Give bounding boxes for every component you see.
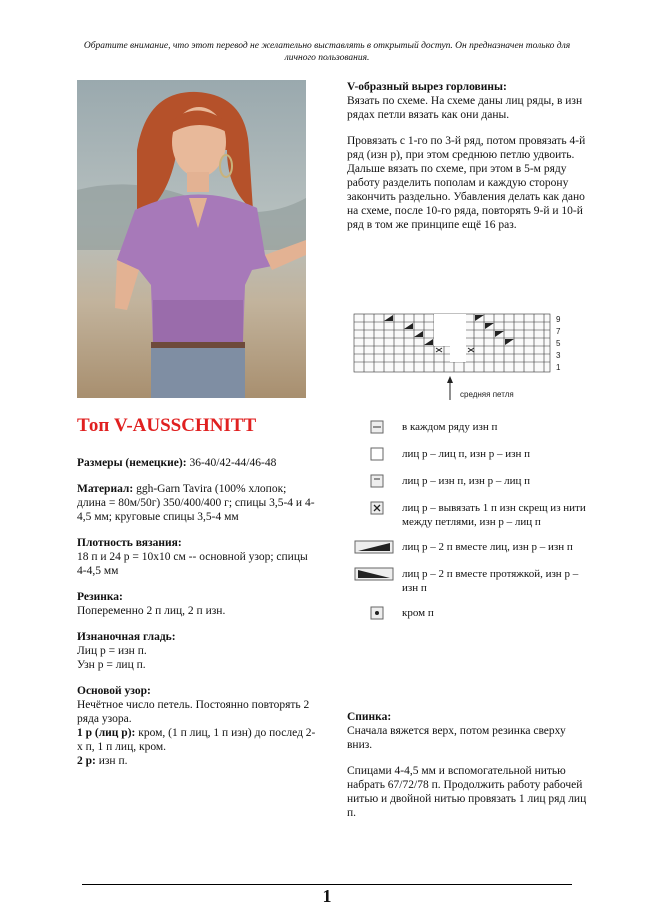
legend-item xyxy=(370,606,590,622)
row1-label: 1 р (лиц р): xyxy=(77,727,136,739)
neckline-label: V-образный вырез горловины: xyxy=(347,81,507,93)
main-pattern-paragraph xyxy=(77,684,317,768)
left-decrease-icon xyxy=(354,567,394,581)
rib-value: Попеременно 2 п лиц, 2 п изн. xyxy=(77,605,226,617)
legend-text: в каждом ряду изн п xyxy=(402,421,498,433)
row2-label: 2 р: xyxy=(77,755,96,767)
row1-value: кром, (1 п лиц, 1 п изн) до послед 2-х п, 1 п лиц, кром. xyxy=(77,727,316,753)
right-decrease-icon xyxy=(354,540,394,554)
sizes-label: Размеры (немецкие): xyxy=(77,457,187,469)
empty-square-icon xyxy=(370,447,384,461)
chart-caption: средняя петля xyxy=(460,390,514,399)
legend-item xyxy=(370,567,590,595)
cross-icon xyxy=(370,501,384,515)
model-photo xyxy=(77,80,306,398)
purl-paragraph xyxy=(77,630,317,672)
rib-paragraph xyxy=(77,590,317,618)
neckline-text-2: Провязать с 1-го по 3-й ряд, потом провязать 4-й ряд (изн р), при этом среднюю петлю удвоить. Дальше вязать по схеме, при этом в 5-м ряду работу разделить пополам и каждую сторону закончить раздельно. Убавления делать как дано на схеме, после 10-го ряда, повторять 9-й и 10-й ряд в том же принципе ещё 16 раз. xyxy=(347,135,586,231)
legend-item xyxy=(370,540,590,556)
back-paragraph xyxy=(347,710,587,752)
density-value: 18 п и 24 р = 10х10 см -- основной узор; спицы 4-4,5 мм xyxy=(77,551,308,577)
dash-square-icon xyxy=(370,474,384,488)
chart-row-3: 3 xyxy=(556,351,561,360)
main-pattern-value: Нечётное число петель. Постоянно повторять 2 ряда узора. xyxy=(77,699,310,725)
right-column xyxy=(347,80,587,244)
density-label: Плотность вязания: xyxy=(77,537,182,549)
neckline-paragraph xyxy=(347,80,587,122)
material-paragraph xyxy=(77,482,317,524)
page-number: 1 xyxy=(322,886,332,906)
legend-item xyxy=(370,447,590,463)
main-pattern-label: Основой узор: xyxy=(77,685,151,697)
left-column xyxy=(77,456,317,780)
sizes-value: 36-40/42-44/46-48 xyxy=(186,457,277,469)
chart-row-7: 7 xyxy=(556,327,561,336)
footer-rule xyxy=(82,884,572,885)
purl-label: Изнаночная гладь: xyxy=(77,631,176,643)
back-section xyxy=(347,710,587,832)
legend-item xyxy=(370,474,590,490)
legend-text: лиц р – 2 п вместе протяжкой, изн р – изн п xyxy=(402,568,579,594)
dot-icon xyxy=(370,606,384,620)
row2-value: изн п. xyxy=(95,755,128,767)
rib-label: Резинка: xyxy=(77,591,123,603)
dash-icon xyxy=(370,420,384,434)
pattern-title: Топ V-AUSSCHNITT xyxy=(77,415,257,436)
legend-text: лиц р – изн п, изн р – лиц п xyxy=(402,475,531,487)
sizes-paragraph xyxy=(77,456,317,470)
purl-line2: Узн р = лиц п. xyxy=(77,659,146,671)
legend-text: лиц р – лиц п, изн р – изн п xyxy=(402,448,531,460)
purl-line1: Лиц р = изн п. xyxy=(77,645,147,657)
chart-row-5: 5 xyxy=(556,339,561,348)
back-text-1: Сначала вяжется верх, потом резинка сверху вниз. xyxy=(347,725,566,751)
chart-row-9: 9 xyxy=(556,315,561,324)
back-text-2: Спицами 4-4,5 мм и вспомогательной нитью набрать 67/72/78 п. Продолжить работу рабочей нитью и двойной нитью провязать 1 лиц ряд лиц п. xyxy=(347,765,587,819)
legend-text: лиц р – вывязать 1 п изн скрещ из нити между петлями, изн р – лиц п xyxy=(402,502,586,528)
back-label: Спинка: xyxy=(347,711,392,723)
knitting-chart xyxy=(350,310,586,402)
chart-row-1: 1 xyxy=(556,363,561,372)
density-paragraph xyxy=(77,536,317,578)
arrow-up-icon xyxy=(447,376,453,400)
material-label: Материал: xyxy=(77,483,134,495)
material-value: ggh-Garn Tavira (100% хлопок; длина = 80м/50г) 350/400/400 г; спицы 3,5-4 и 4-4,5 мм; круговые спицы 3,5-4 мм xyxy=(77,483,315,523)
legend-item xyxy=(370,501,590,529)
legend-item xyxy=(370,420,590,436)
copyright-notice: Обратите внимание, что этот перевод не желательно выставлять в открытый доступ. Он предназначен только для личного пользования. xyxy=(83,41,571,63)
legend-text: кром п xyxy=(402,607,434,619)
legend-text: лиц р – 2 п вместе лиц, изн р – изн п xyxy=(402,541,573,553)
chart-legend xyxy=(370,420,590,633)
neckline-text-1: Вязать по схеме. На схеме даны лиц ряды, в изн рядах петли вязать как они даны. xyxy=(347,95,583,121)
